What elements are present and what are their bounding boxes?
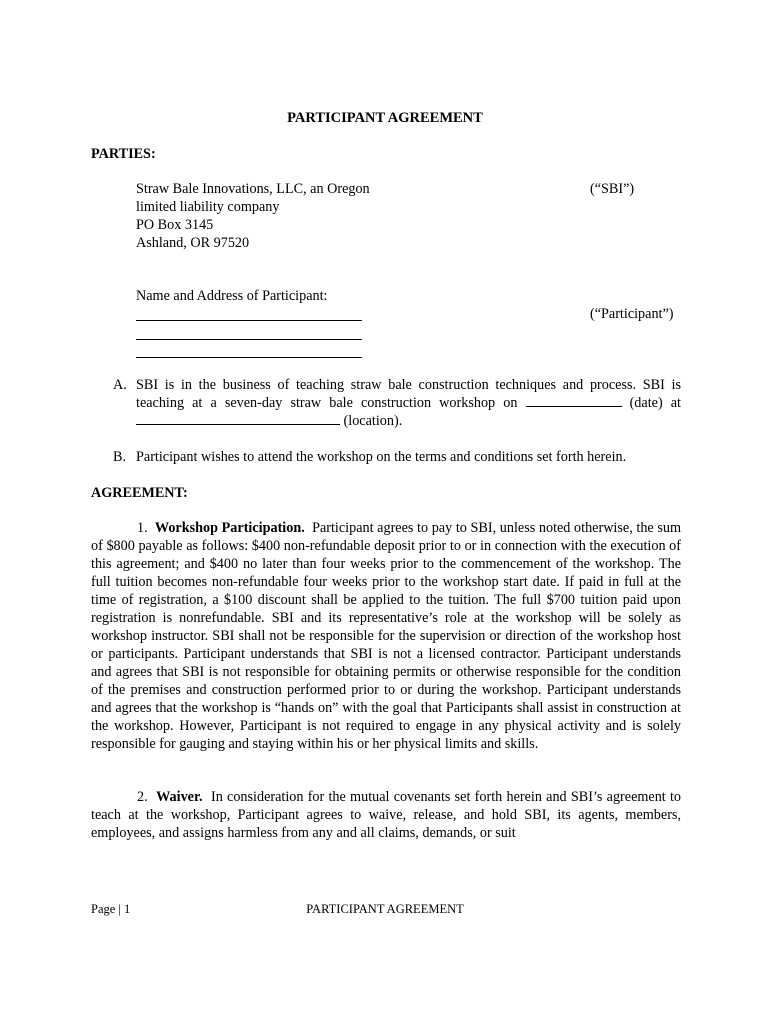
participant-defined-term: (“Participant”) [590,306,674,322]
recital-text-part: SBI is in the business of teaching straw bale construction techniques and process. SBI is teaching at a seven-day straw bale construction workshop on [136,377,681,411]
sbi-address-line: PO Box 3145 [136,217,214,233]
participant-label: Name and Address of Participant: [136,288,328,304]
recital-text [136,376,681,430]
agreement-heading: AGREEMENT: [91,485,188,501]
section-waiver [91,788,681,842]
section-number: 1. [137,520,148,536]
section-body: Participant agrees to pay to SBI, unless noted otherwise, the sum of $800 payable as follows: $400 non-refundable deposit prior to or in connection with the execution of this agreement; and $400 no later than four weeks prior to the commencement of the workshop. The full tuition becomes non-refundable four weeks prior to the workshop start date. If paid in full at the time of registration, a $100 discount shall be applied to the tuition. The full $700 tuition paid upon registration is nonrefundable. SBI and its representative’s role at the workshop will be solely as workshop instructor. SBI shall not be responsible for the supervision or direction of the workshop host or participants. Participant understands that SBI is not a licensed contractor. Participant understands and agrees that SBI is not responsible for obtaining permits or otherwise responsible for the condition of the premises and construction performed prior to or during the workshop. Participant understands and agrees that the workshop is “hands on” with the goal that Participants shall assist in construction at the workshop. However, Participant is not required to engage in any physical activity and is solely responsible for gauging and staying within his or her physical limits and skills. [91,520,682,752]
sbi-address-block [136,180,370,252]
footer-page-number: Page | 1 [91,902,131,916]
section-body: In consideration for the mutual covenants set forth herein and SBI’s agreement to teach at the workshop, Participant agrees to waive, release, and hold SBI, its agents, members, employees, and assigns harmless from any and all claims, demands, or suit [91,789,682,841]
recital-letter: B. [113,449,127,465]
document-title: PARTICIPANT AGREEMENT [287,110,483,126]
sbi-address-line: limited liability company [136,199,280,215]
recital-b [113,448,681,466]
recital-text-part: (location). [340,413,403,429]
participant-address-blank[interactable] [136,339,362,340]
participant-name-blank[interactable] [136,320,362,321]
participant-address-blank[interactable] [136,357,362,358]
section-workshop-participation [91,519,681,753]
recital-text: Participant wishes to attend the workshop on the terms and conditions set forth herein. [136,449,627,465]
workshop-date-blank[interactable] [526,394,622,407]
parties-heading: PARTIES: [91,146,156,162]
sbi-address-line: Ashland, OR 97520 [136,235,250,251]
recital-a [113,376,681,430]
section-heading: Waiver. [156,789,203,805]
sbi-defined-term: (“SBI”) [590,181,635,197]
workshop-location-blank[interactable] [136,412,340,425]
sbi-address-line: Straw Bale Innovations, LLC, an Oregon [136,181,370,197]
recital-letter: A. [113,377,127,393]
footer-title: PARTICIPANT AGREEMENT [306,902,464,916]
section-heading: Workshop Participation. [154,520,305,536]
section-number: 2. [137,789,148,805]
recital-text-part: (date) at [621,395,681,411]
